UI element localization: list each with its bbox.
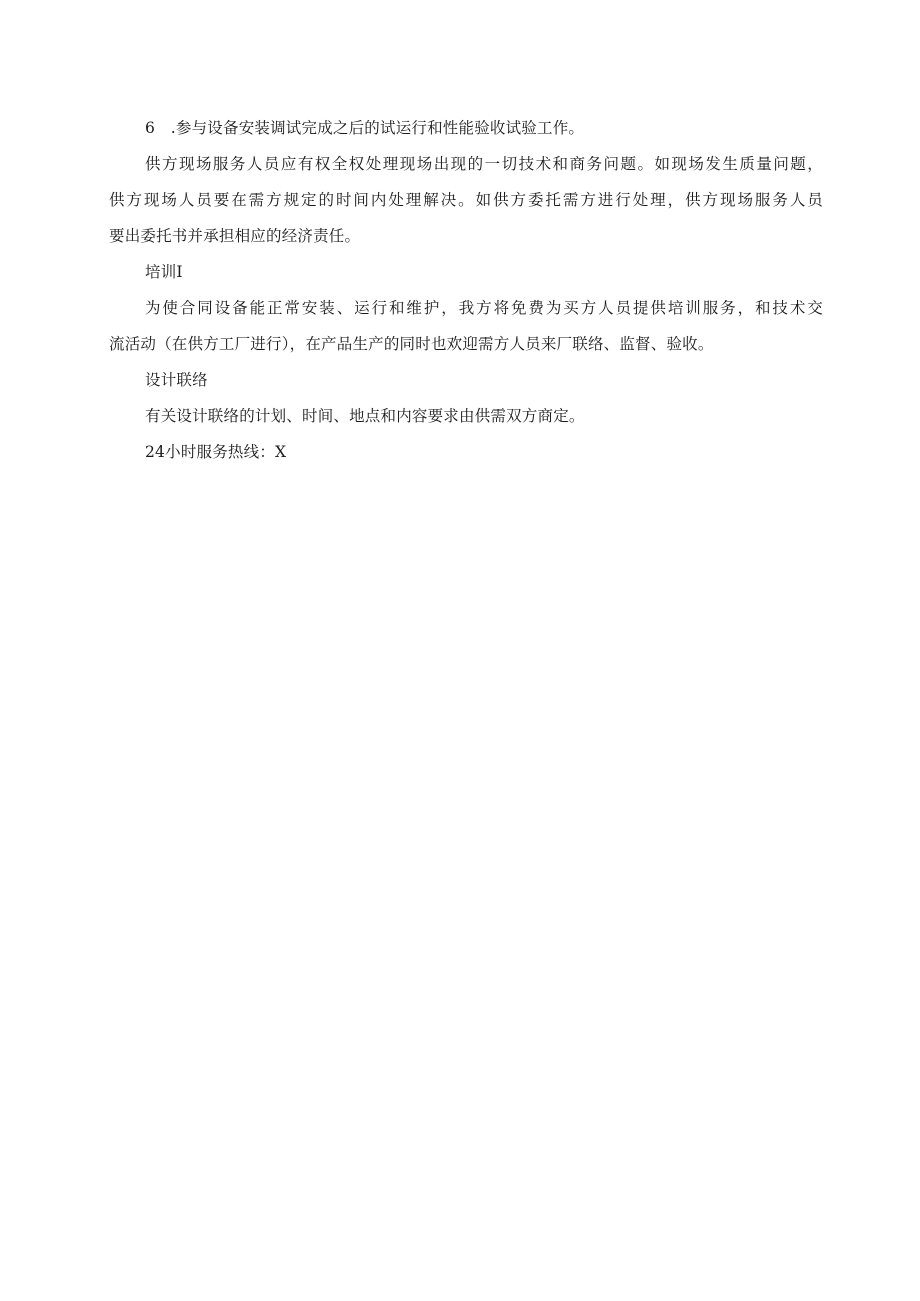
item-6-text: 6 .参与设备安装调试完成之后的试运行和性能验收试验工作。 bbox=[145, 119, 585, 137]
service-paragraph-line-1: 供方现场服务人员应有权全权处理现场出现的一切技术和商务问题。如现场发生质量问题， bbox=[145, 155, 823, 173]
training-heading: 培训Ⅰ bbox=[145, 263, 183, 281]
training-paragraph-line-2: 流活动（在供方工厂进行），在产品生产的同时也欢迎需方人员来厂联络、监督、验收。 bbox=[109, 335, 714, 353]
service-hotline: 24小时服务热线：X bbox=[145, 443, 287, 461]
design-liaison-heading: 设计联络 bbox=[145, 371, 208, 389]
training-paragraph-line-1: 为使合同设备能正常安装、运行和维护，我方将免费为买方人员提供培训服务，和技术交 bbox=[145, 299, 823, 317]
design-liaison-paragraph: 有关设计联络的计划、时间、地点和内容要求由供需双方商定。 bbox=[145, 407, 585, 425]
service-paragraph-line-3: 要出委托书并承担相应的经济责任。 bbox=[109, 227, 361, 245]
service-paragraph-line-2: 供方现场人员要在需方规定的时间内处理解决。如供方委托需方进行处理，供方现场服务人员 bbox=[109, 191, 823, 209]
